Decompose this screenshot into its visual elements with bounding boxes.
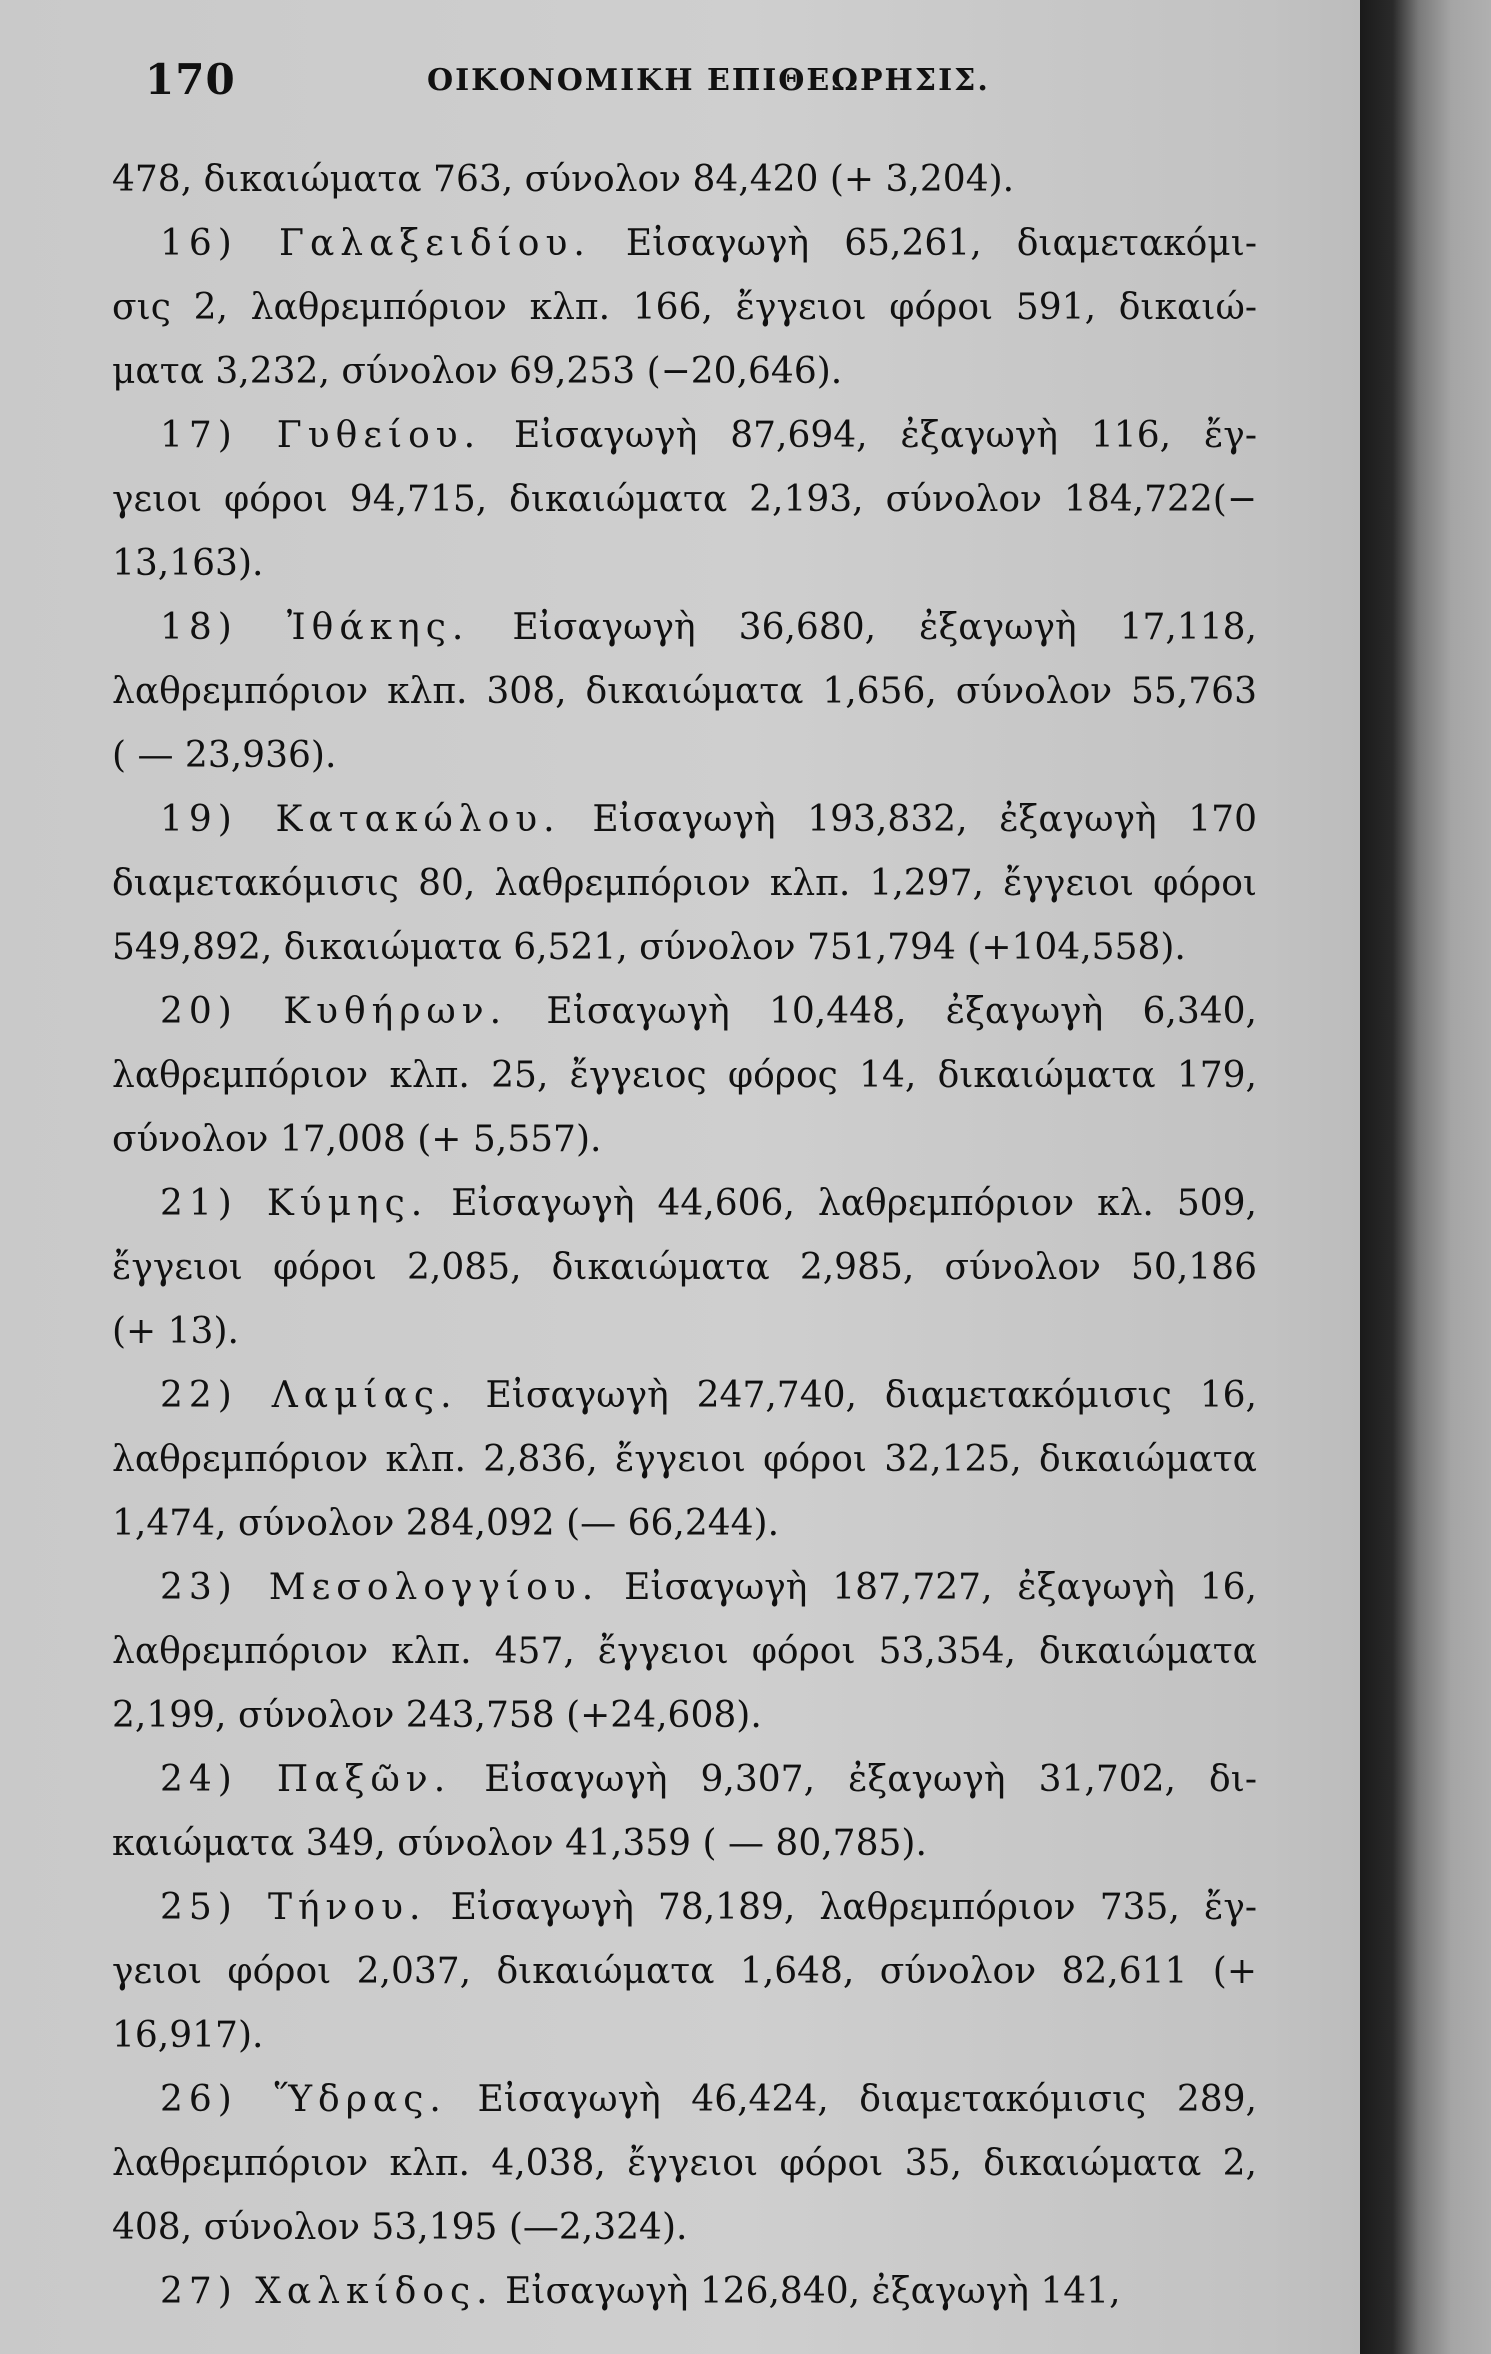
text-line xyxy=(112,340,1257,404)
text-line xyxy=(112,1684,1257,1748)
line-text: ( — 23,936). xyxy=(112,735,337,776)
line-text: σύνολον 17,008 (+ 5,557). xyxy=(112,1119,602,1160)
text-line xyxy=(112,852,1257,916)
text-line xyxy=(112,1300,1257,1364)
text-line xyxy=(112,212,1257,276)
text-line xyxy=(112,276,1257,340)
line-text: λαθρεμπόριον κλπ. 4,038, ἔγγειοι φόροι 35, δικαιώματα 2, xyxy=(112,2143,1257,2184)
line-text: λαθρεμπόριον κλπ. 457, ἔγγειοι φόροι 53,354, δικαιώματα xyxy=(112,1631,1257,1672)
line-text: Εἰσαγωγὴ 65,261, διαμετακόμι- xyxy=(625,223,1257,264)
line-text: ἔγγειοι φόροι 2,085, δικαιώματα 2,985, σύνολον 50,186 xyxy=(112,1247,1257,1288)
line-text: 549,892, δικαιώματα 6,521, σύνολον 751,794 (+104,558). xyxy=(112,927,1186,968)
entry-heading: 25) Τήνου. xyxy=(160,1887,427,1928)
text-line xyxy=(112,2196,1257,2260)
entry-paragraph xyxy=(112,596,1257,788)
line-text: λαθρεμπόριον κλπ. 25, ἔγγειος φόρος 14, δικαιώματα 179, xyxy=(112,1055,1257,1096)
text-line xyxy=(112,1108,1257,1172)
line-text: 408, σύνολον 53,195 (—2,324). xyxy=(112,2207,688,2248)
text-line xyxy=(112,1876,1257,1940)
entry-heading: 23) Μεσολογγίου. xyxy=(160,1567,600,1608)
text-line xyxy=(112,1492,1257,1556)
text-line xyxy=(112,1620,1257,1684)
entry-heading: 20) Κυθήρων. xyxy=(160,991,508,1032)
entry-heading: 22) Λαμίας. xyxy=(160,1375,458,1416)
line-text: Εἰσαγωγὴ 46,424, διαμετακόμισις 289, xyxy=(477,2079,1257,2120)
entry-paragraph xyxy=(112,1876,1257,2068)
text-line xyxy=(112,2132,1257,2196)
book-gutter-shadow xyxy=(1360,0,1491,2354)
line-text: καιώματα 349, σύνολον 41,359 ( — 80,785). xyxy=(112,1823,927,1864)
entry-paragraph xyxy=(112,980,1257,1172)
text-line xyxy=(112,1748,1257,1812)
line-text: ματα 3,232, σύνολον 69,253 (−20,646). xyxy=(112,351,843,392)
text-line xyxy=(112,2260,1257,2324)
line-text: Εἰσαγωγὴ 44,606, λαθρεμπόριον κλ. 509, xyxy=(451,1183,1257,1224)
line-text: Εἰσαγωγὴ 9,307, ἐξαγωγὴ 31,702, δι- xyxy=(484,1759,1257,1800)
text-line xyxy=(112,1940,1257,2004)
text-line xyxy=(112,1172,1257,1236)
line-text: 478, δικαιώματα 763, σύνολον 84,420 (+ 3,204). xyxy=(112,159,1015,200)
line-text: Εἰσαγωγὴ 187,727, ἐξαγωγὴ 16, xyxy=(624,1567,1257,1608)
entry-paragraph xyxy=(112,2068,1257,2260)
text-line xyxy=(112,148,1257,212)
line-text: 13,163). xyxy=(112,543,264,584)
text-line xyxy=(112,2068,1257,2132)
entry-paragraph xyxy=(112,212,1257,404)
text-line xyxy=(112,2004,1257,2068)
text-line xyxy=(112,1428,1257,1492)
entry-heading: 27) Χαλκίδος. xyxy=(160,2271,494,2312)
entry-heading: 16) Γαλαξειδίου. xyxy=(160,223,591,264)
line-text: 16,917). xyxy=(112,2015,264,2056)
text-line xyxy=(112,788,1257,852)
entry-heading: 21) Κύμης. xyxy=(160,1183,429,1224)
entry-paragraph xyxy=(112,404,1257,596)
line-text: 1,474, σύνολον 284,092 (— 66,244). xyxy=(112,1503,780,1544)
line-text: Εἰσαγωγὴ 10,448, ἐξαγωγὴ 6,340, xyxy=(546,991,1258,1032)
line-text: (+ 13). xyxy=(112,1311,239,1352)
line-text: Εἰσαγωγὴ 193,832, ἐξαγωγὴ 170 xyxy=(592,799,1257,840)
entry-heading: 17) Γυθείου. xyxy=(160,415,482,456)
line-text: Εἰσαγωγὴ 247,740, διαμετακόμισις 16, xyxy=(485,1375,1257,1416)
line-text: λαθρεμπόριον κλπ. 308, δικαιώματα 1,656, σύνολον 55,763 xyxy=(112,671,1257,712)
line-text: Εἰσαγωγὴ 78,189, λαθρεμπόριον 735, ἔγ- xyxy=(450,1887,1257,1928)
text-line xyxy=(112,468,1257,532)
text-line xyxy=(112,1236,1257,1300)
entry-heading: 26) Ὕδρας. xyxy=(160,2079,447,2120)
line-text: Εἰσαγωγὴ 87,694, ἐξαγωγὴ 116, ἔγ- xyxy=(514,415,1257,456)
line-text: γειοι φόροι 2,037, δικαιώματα 1,648, σύνολον 82,611 (+ xyxy=(112,1951,1257,1992)
page-number: 170 xyxy=(145,55,236,104)
line-text: Εἰσαγωγὴ 126,840, ἐξαγωγὴ 141, xyxy=(505,2271,1121,2312)
entry-paragraph xyxy=(112,1364,1257,1556)
line-text: διαμετακόμισις 80, λαθρεμπόριον κλπ. 1,297, ἔγγειοι φόροι xyxy=(112,863,1257,904)
entry-paragraph xyxy=(112,788,1257,980)
entry-paragraph xyxy=(112,148,1257,212)
entry-paragraph xyxy=(112,1172,1257,1364)
text-line xyxy=(112,532,1257,596)
entry-paragraph xyxy=(112,1748,1257,1876)
line-text: λαθρεμπόριον κλπ. 2,836, ἔγγειοι φόροι 32,125, δικαιώματα xyxy=(112,1439,1257,1480)
text-line xyxy=(112,660,1257,724)
line-text: γειοι φόροι 94,715, δικαιώματα 2,193, σύνολον 184,722(− xyxy=(112,479,1257,520)
line-text: 2,199, σύνολον 243,758 (+24,608). xyxy=(112,1695,762,1736)
entry-paragraph xyxy=(112,2260,1257,2324)
line-text: σις 2, λαθρεμπόριον κλπ. 166, ἔγγειοι φόροι 591, δικαιώ- xyxy=(112,287,1257,328)
text-line xyxy=(112,1044,1257,1108)
entry-heading: 24) Παξῶν. xyxy=(160,1759,452,1800)
entry-heading: 19) Κατακώλου. xyxy=(160,799,561,840)
text-line xyxy=(112,404,1257,468)
text-line xyxy=(112,596,1257,660)
text-line xyxy=(112,1556,1257,1620)
entry-heading: 18) Ἰθάκης. xyxy=(160,607,470,648)
text-line xyxy=(112,724,1257,788)
text-line xyxy=(112,980,1257,1044)
line-text: Εἰσαγωγὴ 36,680, ἐξαγωγὴ 17,118, xyxy=(512,607,1258,648)
running-title: ΟΙΚΟΝΟΜΙΚΗ ΕΠΙΘΕΩΡΗΣΙΣ. xyxy=(427,63,990,98)
entry-paragraph xyxy=(112,1556,1257,1748)
page-header xyxy=(145,55,1245,115)
text-line xyxy=(112,1812,1257,1876)
text-line xyxy=(112,916,1257,980)
text-line xyxy=(112,1364,1257,1428)
page-body xyxy=(112,148,1257,2324)
